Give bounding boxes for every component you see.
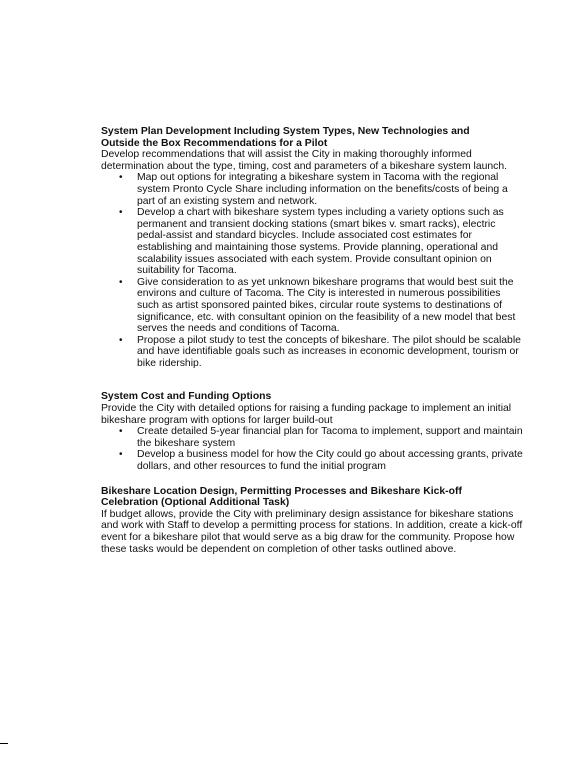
bullet-text: Develop a chart with bikeshare system types including a variety options such as permanent and transient docking stations (smart bikes v. smart racks), electric pedal-assist and standard bicycles. Include associated cost estimates for establishing and maintaining those systems. Provide planning, operational and scalability issues associated with each system. Provide consultant opinion on suitability for Tacoma. xyxy=(137,207,504,277)
bullet-text: Create detailed 5-year financial plan for Tacoma to implement, support and maintain the bikeshare system xyxy=(137,426,523,449)
bullet-item xyxy=(116,426,525,449)
bullet-item xyxy=(116,172,525,207)
heading-line-2: Celebration (Optional Additional Task) xyxy=(101,497,290,509)
heading-line-1: Bikeshare Location Design, Permitting Processes and Bikeshare Kick-off xyxy=(101,485,462,497)
section-cost-funding xyxy=(101,391,525,472)
bullet-item xyxy=(116,277,525,335)
bullet-text: Map out options for integrating a bikeshare system in Tacoma with the regional system Pronto Cycle Share including information on the benefits/costs of being a part of an existing system and network. xyxy=(137,172,508,207)
bullet-icon: • xyxy=(119,207,123,219)
bullet-icon: • xyxy=(119,334,123,346)
document-page xyxy=(101,126,525,555)
bullet-icon: • xyxy=(119,276,123,288)
heading-line-1: System Plan Development Including System Types, New Technologies and xyxy=(101,126,470,137)
section-intro: If budget allows, provide the City with preliminary design assistance for bikeshare stations and work with Staff to develop a permitting process for stations. In addition, create a kick-off event for a bikeshare pilot that would serve as a big draw for the community. Propose how these tasks would be dependent on completion of other tasks outlined above. xyxy=(101,508,523,555)
bullet-item xyxy=(116,335,525,370)
section-location-design xyxy=(101,486,525,556)
bullet-text: Develop a business model for how the City could go about accessing grants, private dollars, and other resources to fund the initial program xyxy=(137,449,523,473)
section-heading xyxy=(101,486,525,509)
bullet-text: Propose a pilot study to test the concepts of bikeshare. The pilot should be scalable and have identifiable goals such as increases in economic development, tourism or bike ridership. xyxy=(137,334,521,369)
bullet-icon: • xyxy=(119,172,123,184)
bullet-list xyxy=(101,426,525,472)
section-system-plan xyxy=(101,126,525,369)
heading-line-2: Outside the Box Recommendations for a Pilot xyxy=(101,137,328,149)
bullet-item xyxy=(116,449,525,472)
bullet-icon: • xyxy=(119,449,123,461)
bullet-icon: • xyxy=(119,426,123,438)
bullet-item xyxy=(116,207,525,277)
section-heading xyxy=(101,126,525,149)
section-intro: Provide the City with detailed options for raising a funding package to implement an initial bikeshare program with options for larger build-out xyxy=(101,403,512,426)
section-intro: Develop recommendations that will assist the City in making thoroughly informed determination about the type, timing, cost and parameters of a bikeshare system launch. xyxy=(101,149,508,172)
section-heading: System Cost and Funding Options xyxy=(101,391,272,403)
bullet-text: Give consideration to as yet unknown bikeshare programs that would best suit the environs and culture of Tacoma. The City is interested in numerous possibilities such as artist sponsored painted bikes, circular route systems to destinations of significance, etc. with consultant opinion on the feasibility of a new model that best serves the needs and conditions of Tacoma. xyxy=(137,276,516,335)
page-edge-mark xyxy=(0,743,8,744)
bullet-list xyxy=(101,172,525,369)
